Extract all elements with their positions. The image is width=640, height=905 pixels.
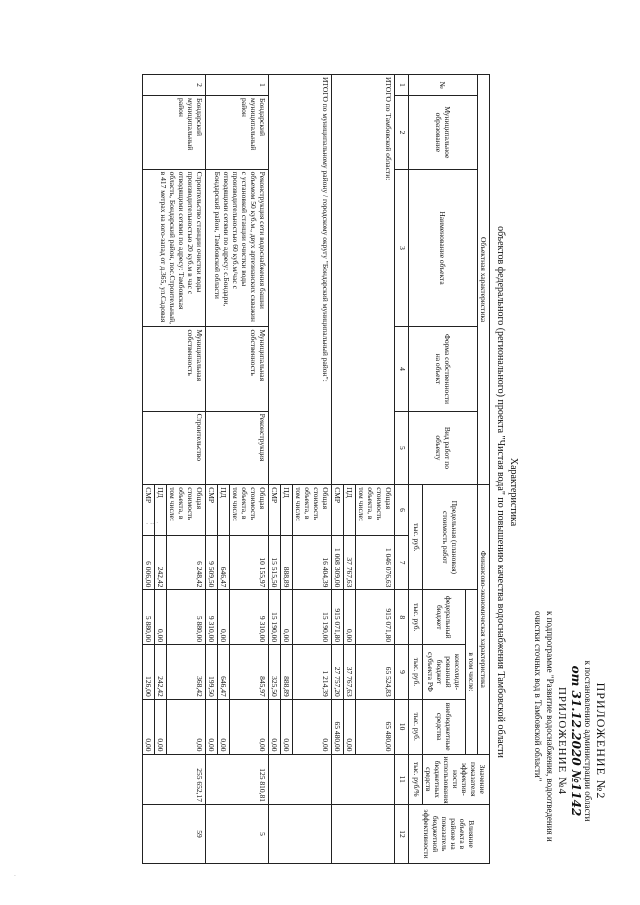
cost-value: 6 248,42: [167, 535, 206, 590]
offbudget-value: 0,00: [206, 699, 218, 754]
federal-value: 915 071,80: [332, 590, 344, 645]
regional-value: 126,00: [143, 645, 155, 700]
column-number-row: [395, 75, 409, 864]
table-row: [167, 75, 206, 864]
indicator-value: 5: [206, 805, 269, 864]
regional-value: 65 524,83: [356, 645, 395, 700]
cost-value: 1 046 076,63: [356, 535, 395, 590]
col-number: 7: [395, 535, 409, 590]
offbudget-value: 0,00: [143, 699, 155, 754]
federal-value: 0,00: [218, 590, 230, 645]
objects-table: [142, 74, 490, 864]
offbudget-value: 0,00: [344, 699, 356, 754]
appendix-2-header: [569, 611, 608, 871]
efficiency-value: 255 652,17: [143, 754, 206, 804]
offbudget-value: 0,00: [155, 699, 167, 754]
cost-value: 10 155,97: [230, 535, 269, 590]
offbudget-value: 0,00: [269, 699, 281, 754]
object-no: 1: [206, 75, 269, 96]
header-municipality: Муниципальное образование: [409, 96, 478, 170]
regional-value: 888,89: [281, 645, 293, 700]
scan-mark-dot: ·: [14, 873, 16, 880]
cost-value: 888,89: [281, 535, 293, 590]
cost-value: 9 509,50: [206, 535, 218, 590]
offbudget-value: 0,00: [281, 699, 293, 754]
regional-value: 27 757,20: [332, 645, 344, 700]
efficiency-value: 125 810,81: [206, 754, 269, 804]
object-name: Реконструкция сети водоснабжения башни объемом 50 куб.м., двух артезианских скважин с установкой станции очистки воды производительностью 60 куб.м/час с отводящими сетями по адресу: с.Бондари, Бондарский район, Тамбовской области: [206, 169, 269, 327]
group-header-object: Объектная характеристика: [478, 75, 490, 485]
federal-value: 0,00: [155, 590, 167, 645]
object-no: 2: [143, 75, 206, 96]
regional-value: 368,42: [167, 645, 206, 700]
regional-value: 199,50: [206, 645, 218, 700]
row-label: СМР: [269, 485, 281, 535]
col-number: 8: [395, 590, 409, 645]
row-label: Общая стоимость объекта, в том числе:: [167, 485, 206, 535]
col-number: 1: [395, 75, 409, 96]
row-label: Общая стоимость объекта, в том числе:: [356, 485, 395, 535]
offbudget-value: 0,00: [167, 699, 206, 754]
regional-value: 646,47: [218, 645, 230, 700]
object-ownership: Муниципальная собственность: [206, 327, 269, 411]
row-label: СМР: [332, 485, 344, 535]
regional-value: 1 214,39: [293, 645, 332, 700]
table-row: [293, 75, 332, 864]
col-number: 9: [395, 645, 409, 700]
offbudget-value: 0,00: [293, 699, 332, 754]
cost-value: 6 006,00: [143, 535, 155, 590]
table-row: [230, 75, 269, 864]
federal-value: 15 190,00: [269, 590, 281, 645]
object-name: Строительство станции очистки воды производительностью 20 куб.м в час с отводящими сетями по адресу: Тамбовская область, Бондарский район, пос.Строительный, в 417 метрах на юго-запад от д.365, ул.Садовая: [143, 169, 206, 327]
heading-line-1: Характеристика: [508, 457, 519, 527]
header-efficiency: Значение показателя эффектив-ности использования бюджетных средств: [423, 754, 490, 804]
federal-value: 0,00: [344, 590, 356, 645]
document-heading: [494, 192, 520, 792]
col-number: 4: [395, 327, 409, 411]
col-number: 2: [395, 96, 409, 170]
table-row: [356, 75, 395, 864]
heading-line-2: объектов федерального (регионального) проекта "Чистая вода" по повышению качества водоснабжения Тамбовской области: [495, 226, 506, 758]
row-label: Общая стоимость объекта, в том числе:: [230, 485, 269, 535]
appendix-4-text: к подпрограмме "Развитие водоснабжения, водоотведения и очистки сточных вод в Тамбовской области": [533, 611, 555, 842]
header-object-name: Наименование объекта: [409, 169, 478, 327]
header-regional: консолиди-рованный бюджет субъекта РФ: [423, 645, 466, 700]
federal-value: 9 310,00: [206, 590, 218, 645]
unit-cost: тыс. руб.: [409, 485, 423, 590]
federal-value: 9 310,00: [230, 590, 269, 645]
header-indicator: Влияние объекта в районе на показатель бюджетной эффективности: [409, 805, 490, 864]
cost-value: 242,42: [155, 535, 167, 590]
scan-mark: - -- ·: [146, 520, 159, 527]
federal-value: 915 071,80: [356, 590, 395, 645]
federal-value: 0,00: [281, 590, 293, 645]
col-number: 3: [395, 169, 409, 327]
cost-value: 1 008 309,00: [332, 535, 344, 590]
total-region-label: ИТОГО по Тамбовской области:: [332, 75, 395, 485]
header-cost: Предельная (плановая) стоимость работ: [423, 485, 478, 590]
row-label: Общая стоимость объекта, в том числе:: [293, 485, 332, 535]
indicator-value: 59: [143, 805, 206, 864]
row-label: СМР: [206, 485, 218, 535]
object-municipality: Бондарский муниципальный район: [206, 96, 269, 170]
col-number: 6: [395, 485, 409, 535]
rotated-document-page: [2, 42, 612, 877]
regional-value: 845,97: [230, 645, 269, 700]
unit-offbudget: тыс. руб.: [409, 699, 423, 754]
header-no: №: [409, 75, 478, 96]
col-number: 10: [395, 699, 409, 754]
federal-value: 15 190,00: [293, 590, 332, 645]
row-label: СМР: [143, 485, 155, 535]
row-label: ПД: [218, 485, 230, 535]
row-label: ПД: [281, 485, 293, 535]
object-ownership: Муниципальная собственность: [143, 327, 206, 411]
group-header-finance: Финансово-экономическая характеристика: [478, 485, 490, 754]
header-including: в том числе:: [466, 590, 478, 754]
appendix-4-header: [532, 611, 568, 871]
offbudget-value: 65 480,00: [356, 699, 395, 754]
cost-value: 16 404,39: [293, 535, 332, 590]
offbudget-value: 65 480,00: [332, 699, 344, 754]
header-ownership: Форма собственности на объект: [409, 327, 478, 411]
object-work-type: Реконструкция: [206, 411, 269, 485]
total-district-label: ИТОГО по муниципальному району / городскому округу "Бондарский муниципальный район":: [269, 75, 332, 485]
unit-regional: тыс. руб.: [409, 645, 423, 700]
col-number: 5: [395, 411, 409, 485]
object-work-type: Строительство: [143, 411, 206, 485]
appendix-2-line: к постановлению администрации области: [583, 660, 593, 822]
header-work-type: Вид работ по объекту: [409, 411, 478, 485]
regional-value: 242,42: [155, 645, 167, 700]
cost-value: 37 767,63: [344, 535, 356, 590]
header-offbudget: внебюджетные средства: [423, 699, 466, 754]
col-number: 11: [395, 754, 409, 804]
cost-value: 646,47: [218, 535, 230, 590]
offbudget-value: 0,00: [230, 699, 269, 754]
appendix-4-title: ПРИЛОЖЕНИЕ №4: [556, 686, 568, 796]
object-municipality: Бондарский муниципальный район: [143, 96, 206, 170]
federal-value: 5 880,00: [167, 590, 206, 645]
appendix-2-title: ПРИЛОЖЕНИЕ №2: [594, 682, 608, 800]
regional-value: 325,50: [269, 645, 281, 700]
cost-value: 15 515,50: [269, 535, 281, 590]
header-federal: федеральный бюджет: [423, 590, 466, 645]
col-number: 12: [395, 805, 409, 864]
unit-efficiency: тыс. руб/%: [409, 754, 423, 804]
unit-federal: тыс. руб.: [409, 590, 423, 645]
regional-value: 37 767,63: [344, 645, 356, 700]
row-label: ПД: [155, 485, 167, 535]
federal-value: 5 880,00: [143, 590, 155, 645]
appendix-2-date-number: от 31.12.2020 №1142: [569, 665, 583, 817]
row-label: ПД: [344, 485, 356, 535]
offbudget-value: 0,00: [218, 699, 230, 754]
